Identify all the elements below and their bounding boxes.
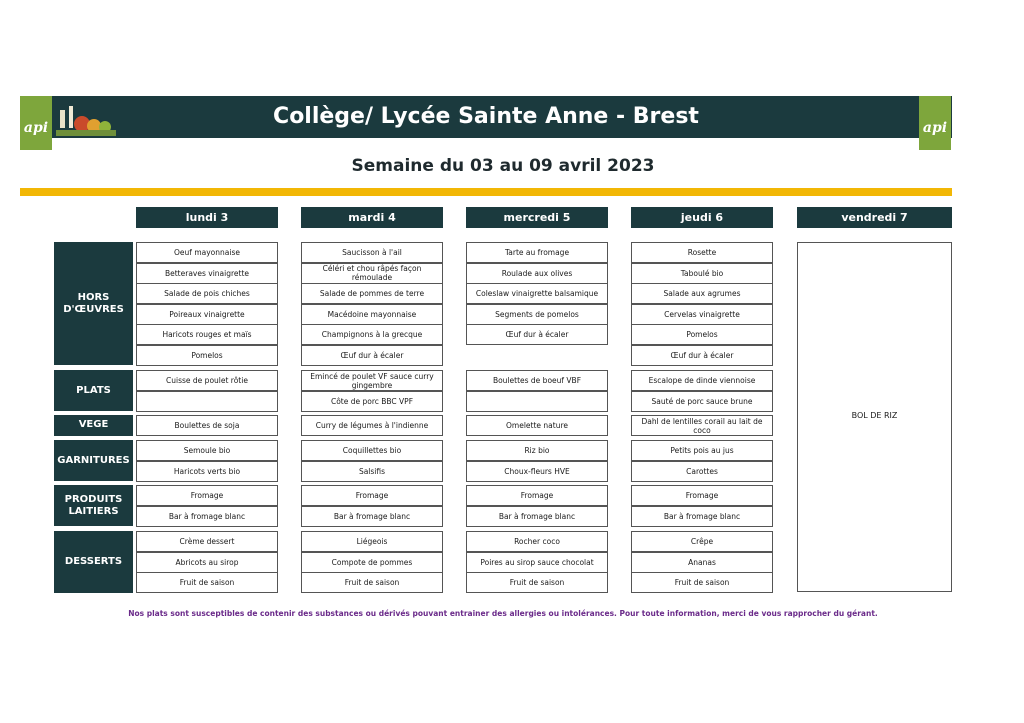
- yellow-divider: [20, 188, 952, 196]
- menu-item: Rocher coco: [466, 531, 608, 552]
- menu-item: Escalope de dinde viennoise: [631, 370, 773, 391]
- category-desserts: DESSERTS: [54, 531, 133, 593]
- menu-item: Bar à fromage blanc: [301, 506, 443, 527]
- menu-item: Crêpe: [631, 531, 773, 552]
- api-logo-right: [919, 96, 951, 150]
- menu-item: Compote de pommes: [301, 552, 443, 573]
- day-header: vendredi 7: [797, 207, 952, 228]
- menu-item: Rosette: [631, 242, 773, 263]
- logo-text: api: [23, 120, 49, 136]
- menu-item: Bar à fromage blanc: [136, 506, 278, 527]
- menu-item: [466, 391, 608, 412]
- menu-item: Fromage: [301, 485, 443, 506]
- menu-item: Céléri et chou râpés façon rémoulade: [301, 263, 443, 284]
- category-vege: VEGE: [54, 415, 133, 436]
- menu-item: Haricots rouges et maïs: [136, 324, 278, 345]
- menu-item: Œuf dur à écaler: [301, 345, 443, 366]
- friday-menu: BOL DE RIZ: [851, 411, 898, 420]
- day-header: mardi 4: [301, 207, 443, 228]
- menu-item: Dahl de lentilles corail au lait de coco: [631, 415, 773, 436]
- menu-item: Macédoine mayonnaise: [301, 304, 443, 325]
- week-heading: Semaine du 03 au 09 avril 2023: [351, 156, 655, 176]
- menu-item: Riz bio: [466, 440, 608, 461]
- menu-item: Carottes: [631, 461, 773, 482]
- menu-item: Fruit de saison: [301, 572, 443, 593]
- day-header: lundi 3: [136, 207, 278, 228]
- category-hors: HORS D'ŒUVRES: [54, 242, 133, 365]
- menu-item: Salade de pommes de terre: [301, 283, 443, 304]
- menu-item: Bar à fromage blanc: [631, 506, 773, 527]
- menu-item: Champignons à la grecque: [301, 324, 443, 345]
- menu-item: Œuf dur à écaler: [631, 345, 773, 366]
- menu-item: Ananas: [631, 552, 773, 573]
- menu-item: Segments de pomelos: [466, 304, 608, 325]
- menu-item: Roulade aux olives: [466, 263, 608, 284]
- menu-item: Abricots au sirop: [136, 552, 278, 573]
- menu-item: Haricots verts bio: [136, 461, 278, 482]
- menu-item: Salsifis: [301, 461, 443, 482]
- food-illustration-icon: [56, 102, 116, 136]
- menu-item: [136, 391, 278, 412]
- menu-item: Omelette nature: [466, 415, 608, 436]
- menu-item: Salade de pois chiches: [136, 283, 278, 304]
- friday-cell: [797, 242, 952, 592]
- title-banner: [20, 96, 952, 138]
- menu-item: Pomelos: [631, 324, 773, 345]
- menu-item: Fruit de saison: [631, 572, 773, 593]
- menu-item: Salade aux agrumes: [631, 283, 773, 304]
- allergy-notice: Nos plats sont susceptibles de contenir des substances ou dérivés pouvant entrainer des allergies ou intolérances. Pour toute information, merci de vous rapprocher du gérant.: [128, 609, 878, 618]
- menu-item: Boulettes de boeuf VBF: [466, 370, 608, 391]
- menu-item: Poireaux vinaigrette: [136, 304, 278, 325]
- menu-item: Fromage: [466, 485, 608, 506]
- menu-item: Liégeois: [301, 531, 443, 552]
- menu-item: Sauté de porc sauce brune: [631, 391, 773, 412]
- menu-item: Fruit de saison: [466, 572, 608, 593]
- logo-text: api: [922, 120, 948, 136]
- menu-item: Bar à fromage blanc: [466, 506, 608, 527]
- menu-item: Betteraves vinaigrette: [136, 263, 278, 284]
- menu-item: Fromage: [136, 485, 278, 506]
- menu-item: Saucisson à l'ail: [301, 242, 443, 263]
- menu-item: Choux-fleurs HVE: [466, 461, 608, 482]
- menu-item: Crème dessert: [136, 531, 278, 552]
- menu-item: Côte de porc BBC VPF: [301, 391, 443, 412]
- menu-item: Cervelas vinaigrette: [631, 304, 773, 325]
- category-laitiers: PRODUITS LAITIERS: [54, 485, 133, 526]
- api-logo-left: [20, 96, 52, 150]
- category-garnitures: GARNITURES: [54, 440, 133, 481]
- menu-item: Oeuf mayonnaise: [136, 242, 278, 263]
- menu-item: Emincé de poulet VF sauce curry gingembre: [301, 370, 443, 391]
- day-header: jeudi 6: [631, 207, 773, 228]
- menu-item: Coquillettes bio: [301, 440, 443, 461]
- day-header: mercredi 5: [466, 207, 608, 228]
- menu-item: Œuf dur à écaler: [466, 324, 608, 345]
- menu-item: Pomelos: [136, 345, 278, 366]
- menu-item: Coleslaw vinaigrette balsamique: [466, 283, 608, 304]
- menu-item: Fruit de saison: [136, 572, 278, 593]
- category-plats: PLATS: [54, 370, 133, 411]
- menu-item: Poires au sirop sauce chocolat: [466, 552, 608, 573]
- menu-item: Cuisse de poulet rôtie: [136, 370, 278, 391]
- menu-item: Boulettes de soja: [136, 415, 278, 436]
- menu-item: Taboulé bio: [631, 263, 773, 284]
- page-title: Collège/ Lycée Sainte Anne - Brest: [273, 104, 699, 129]
- menu-item: Tarte au fromage: [466, 242, 608, 263]
- menu-item: Petits pois au jus: [631, 440, 773, 461]
- menu-item: Fromage: [631, 485, 773, 506]
- menu-item: Curry de légumes à l'indienne: [301, 415, 443, 436]
- menu-item: Semoule bio: [136, 440, 278, 461]
